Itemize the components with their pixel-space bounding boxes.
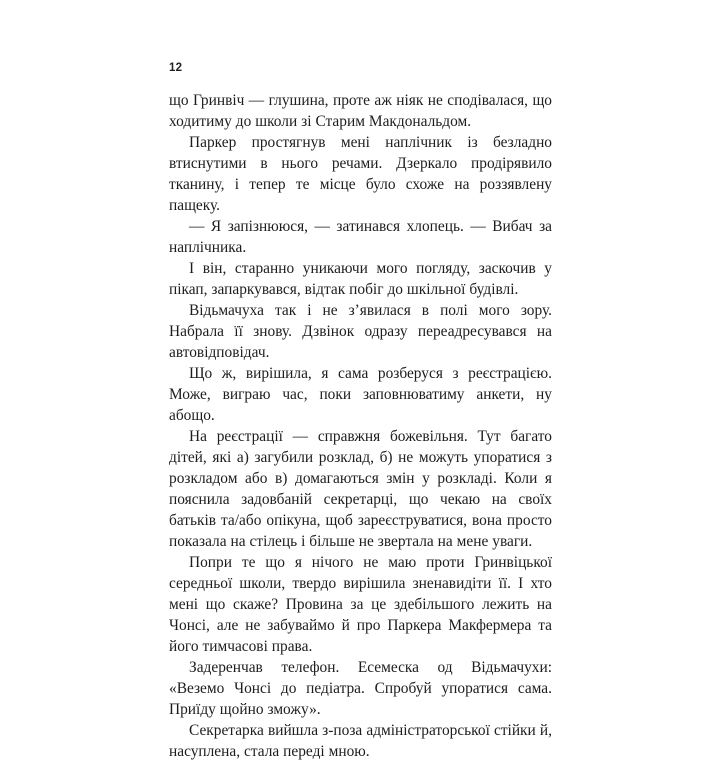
- paragraph: Попри те що я нічого не маю проти Гринвіцької середньої школи, твердо вирішила зненавидіти її. І хто мені що скаже? Провина за це здебільшого лежить на Чонсі, але не забуваймо й про Паркера Макфермера та його тимчасові права.: [169, 554, 552, 655]
- paragraph: Паркер простягнув мені наплічник із безладно втиснутими в нього речами. Дзеркало продірявило тканину, і тепер те місце було схоже на роззявлену пащеку.: [169, 134, 552, 214]
- paragraph: що Гринвіч — глушина, проте аж ніяк не сподівалася, що ходитиму до школи зі Старим Макдональдом.: [169, 92, 552, 130]
- paragraph: На реєстрації — справжня божевільня. Тут багато дітей, які а) загубили розклад, б) не можуть упоратися з розкладом або в) домагаються змін у розкладі. Коли я пояснила задовбаній секретарці, що чекаю на своїх батьків та/або опікуна, щоб зареєструватися, вона просто показала на стілець і більше не звертала на мене уваги.: [169, 428, 552, 550]
- paragraph: Відьмачуха так і не з’явилася в полі мого зору. Набрала її знову. Дзвінок одразу переадресувався на автовідповідач.: [169, 302, 552, 361]
- paragraph: І він, старанно уникаючи мого погляду, заскочив у пікап, запаркувався, відтак побіг до шкільної будівлі.: [169, 260, 552, 298]
- page-number: 12: [169, 62, 183, 74]
- paragraph: Секретарка вийшла з-поза адміністраторської стійки й, насуплена, стала переді мною.: [169, 722, 552, 760]
- paragraph: Задеренчав телефон. Есемеска од Відьмачухи: «Веземо Чонсі до педіатра. Спробуй упоратися сама. Приїду щойно зможу».: [169, 659, 552, 718]
- paragraph: — Я запізнююся, — затинався хлопець. — Вибач за наплічника.: [169, 218, 552, 256]
- page-text-body: [169, 90, 552, 762]
- paragraph: Що ж, вирішила, я сама розберуся з реєстрацією. Може, виграю час, поки заповнюватиму анкети, ну абощо.: [169, 365, 552, 424]
